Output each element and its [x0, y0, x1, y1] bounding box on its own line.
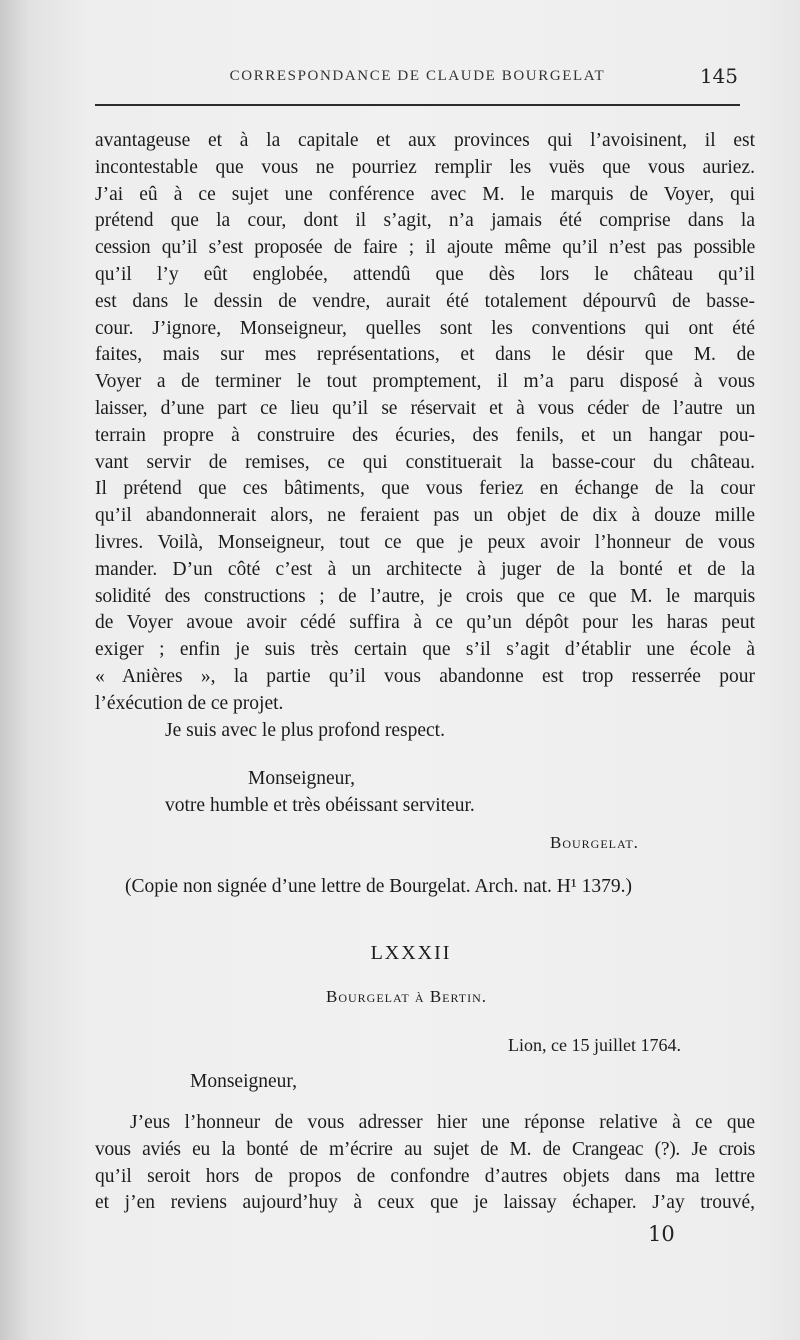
header-rule	[95, 104, 740, 106]
running-title: CORRESPONDANCE DE CLAUDE BOURGELAT	[229, 68, 606, 84]
body-line: terrain propre à construire des écuries, des fenils, et un hangar pou-	[95, 424, 755, 446]
body-line: laisser, d’une part ce lieu qu’il se réservait et à vous céder de l’autre un	[95, 397, 755, 419]
letter-number: LXXXII	[370, 942, 452, 964]
letter2-body	[95, 1110, 755, 1217]
body-line: faites, mais sur mes représentations, et dans le désir que M. de	[95, 344, 755, 366]
body-line: mander. D’un côté c’est à un architecte à juger de la bonté et de la	[95, 558, 755, 580]
body-line: cour. J’ignore, Monseigneur, quelles sont les conventions qui ont été	[95, 317, 755, 339]
body-line: cession qu’il s’est proposée de faire ; il ajoute même qu’il n’est pas possible	[95, 237, 755, 259]
body-line: de Voyer avoue avoir cédé suffira à ce qu’un dépôt pour les haras peut	[95, 612, 755, 634]
body-line: avantageuse et à la capitale et aux provinces qui l’avoisinent, il est	[95, 130, 755, 151]
body-line: est dans le dessin de vendre, aurait été totalement dépourvû de basse-	[95, 290, 755, 312]
body-line: livres. Voilà, Monseigneur, tout ce que je peux avoir l’honneur de vous	[95, 531, 755, 553]
letter-body	[95, 128, 755, 744]
body-line: Voyer a de terminer le tout promptement, il m’a paru disposé à vous	[95, 371, 755, 393]
body-line: vant servir de remises, ce qui constituerait la basse-cour du château.	[95, 451, 755, 473]
body-line: J’ai eû à ce sujet une conférence avec M. le marquis de Voyer, qui	[95, 183, 755, 205]
body-line: vous aviés eu la bonté de m’écrire au sujet de M. de Crangeac (?). Je crois	[95, 1138, 755, 1160]
body-line: qu’il l’y eût englobée, attendû que dès lors le château qu’il	[95, 263, 755, 285]
body-line: J’eus l’honneur de vous adresser hier une réponse relative à ce que	[130, 1112, 755, 1133]
body-line: qu’il seroit hors de propos de confondre d’autres objets dans ma lettre	[95, 1165, 755, 1187]
letter2-salutation: Monseigneur,	[190, 1071, 297, 1092]
closing-salutation: Monseigneur,	[248, 768, 355, 789]
source-note: (Copie non signée d’une lettre de Bourgelat. Arch. nat. H¹ 1379.)	[125, 876, 632, 897]
running-head	[95, 64, 740, 88]
body-line: incontestable que vous ne pourriez remplir les vuës que vous auriez.	[95, 156, 755, 178]
closing-servant: votre humble et très obéissant serviteur.	[165, 795, 475, 816]
closing-respect: Je suis avec le plus profond respect.	[165, 719, 445, 741]
signature: Bourgelat.	[550, 833, 639, 852]
place-date: Lion, ce 15 juillet 1764.	[508, 1035, 681, 1055]
body-line: Il prétend que ces bâtiments, que vous feriez en échange de la cour	[95, 478, 755, 500]
body-line: solidité des constructions ; de l’autre, je crois que ce que M. le marquis	[95, 585, 755, 607]
letter-heading: Bourgelat à Bertin.	[326, 987, 488, 1006]
body-line: et j’en reviens aujourd’huy à ceux que je laissay échaper. J’ay trouvé,	[95, 1192, 755, 1214]
body-line: exiger ; enfin je suis très certain que s’il s’agit d’établir une école à	[95, 639, 755, 661]
body-line: l’éxécution de ce projet.	[95, 692, 284, 714]
body-line: « Anières », la partie qu’il vous abandonne est trop resserrée pour	[95, 665, 755, 687]
page-number: 145	[699, 64, 738, 88]
body-line: prétend que la cour, dont il s’agit, n’a jamais été comprise dans la	[95, 210, 755, 232]
signature-mark: 10	[648, 1222, 675, 1246]
body-line: qu’il abandonnerait alors, ne feraient pas un objet de dix à douze mille	[95, 505, 755, 527]
